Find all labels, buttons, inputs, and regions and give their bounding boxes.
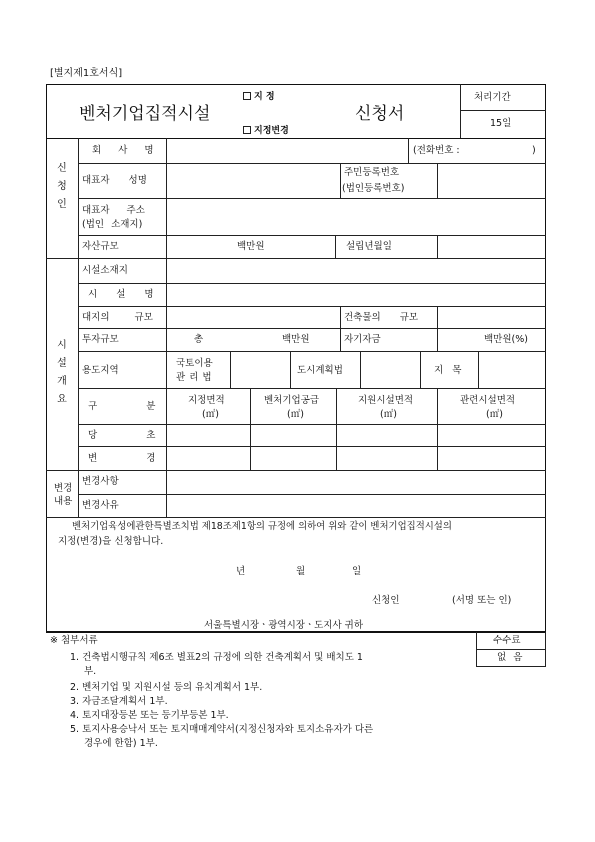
facility-location-label: 시설소재지 [82, 265, 128, 276]
investment-total-label: 총 [194, 334, 204, 345]
processing-period-value: 15일 [490, 118, 512, 129]
date-day: 일 [352, 566, 362, 577]
designation-label: 지 정 [254, 92, 275, 102]
est-date-label: 설립년월일 [346, 241, 392, 252]
phone-close: ) [532, 145, 536, 156]
sign-or-seal-label: (서명 또는 인) [452, 595, 512, 606]
applicant-section-label: 신 청 인 [57, 163, 67, 210]
company-name-label: 회 사 명 [92, 145, 154, 156]
changed-row-label: 변 경 [88, 453, 156, 464]
fee-label: 수수료 [493, 635, 521, 646]
support-area-header: 지원시설면적 [358, 395, 414, 406]
building-size-label: 건축물의 규모 [344, 312, 419, 323]
attachment-item-1: 1. 건축법시행규칙 제6조 별표2의 규정에 의한 건축계획서 및 배치도 1 [70, 652, 363, 663]
change-option [243, 126, 289, 136]
change-section-label: 변경내용 [54, 483, 73, 507]
corp-reg-label: (법인등록번호) [342, 183, 405, 194]
date-month: 월 [296, 566, 306, 577]
related-area-header: 관련시설면적 [460, 395, 516, 406]
fee-value: 없 음 [497, 652, 523, 663]
facility-section-label: 시 설 개 요 [57, 340, 67, 405]
attachment-item-5-cont: 경우에 한함) 1부. [84, 738, 158, 749]
land-size-label: 대지의 규모 [82, 312, 153, 323]
form-title-suffix: 신청서 [355, 104, 405, 124]
date-year: 년 [236, 566, 246, 577]
corp-address-label: (법인 소재지) [82, 219, 143, 230]
attachment-item-1-cont: 부. [84, 666, 97, 677]
attachment-item-4: 4. 토지대장등본 또는 등기부등본 1부. [70, 710, 229, 721]
facility-name-label: 시 설 명 [88, 289, 154, 300]
statement-line2: 지정(변경)을 신청합니다. [58, 536, 164, 547]
change-label: 지정변경 [254, 126, 289, 136]
initial-row-label: 당 초 [88, 430, 156, 441]
resident-reg-label: 주민등록번호 [344, 167, 400, 178]
application-form [46, 84, 546, 632]
designation-checkbox[interactable] [243, 92, 251, 100]
land-law-label: 국토이용 [176, 358, 213, 369]
land-category-label: 지 목 [434, 365, 462, 376]
division-label: 구 분 [88, 401, 156, 412]
support-area-unit: (㎡) [380, 409, 397, 420]
form-title: 벤처기업집적시설 [79, 104, 211, 124]
designation-option [243, 92, 275, 102]
investment-unit: 백만원 [282, 334, 310, 345]
processing-period-label: 처리기간 [474, 92, 511, 103]
change-reason-label: 변경사유 [82, 500, 119, 511]
attachment-item-5: 5. 토지사용승낙서 또는 토지매매계약서(지정신청자와 토지소유자가 다른 [70, 724, 374, 735]
attachment-item-2: 2. 벤처기업 및 지원시설 등의 유치계획서 1부. [70, 682, 263, 693]
change-matter-label: 변경사항 [82, 476, 119, 487]
venture-supply-header: 벤처기업공급 [264, 395, 320, 406]
venture-supply-unit: (㎡) [287, 409, 304, 420]
capital-unit: 백만원 [237, 241, 265, 252]
change-checkbox[interactable] [243, 126, 251, 134]
phone-label: (전화번호 : [413, 145, 460, 156]
applicant-sign-label: 신청인 [372, 595, 400, 606]
own-capital-label: 자기자금 [344, 334, 381, 345]
rep-address-label: 대표자 주소 [82, 205, 145, 216]
own-capital-unit: 백만원(%) [484, 334, 528, 345]
attachment-item-3: 3. 자금조달계획서 1부. [70, 696, 168, 707]
zoning-label: 용도지역 [82, 365, 119, 376]
designated-area-unit: (㎡) [202, 409, 219, 420]
management-law-label: 관 리 법 [176, 372, 212, 383]
related-area-unit: (㎡) [486, 409, 503, 420]
investment-label: 투자규모 [82, 334, 119, 345]
capital-label: 자산규모 [82, 241, 119, 252]
designated-area-header: 지정면적 [188, 395, 225, 406]
recipient-label: 서울특별시장ㆍ광역시장ㆍ도지사 귀하 [204, 620, 364, 631]
rep-name-label: 대표자 성명 [82, 175, 147, 186]
form-label: [별지제1호서식] [50, 68, 123, 79]
city-plan-law-label: 도시계획법 [297, 365, 343, 376]
statement-line1: 벤처기업육성에관한특별조치법 제18조제1항의 규정에 의하여 위와 같이 벤처기업집적시설의 [72, 521, 452, 532]
attachments-heading: ※ 첨부서류 [50, 635, 98, 646]
